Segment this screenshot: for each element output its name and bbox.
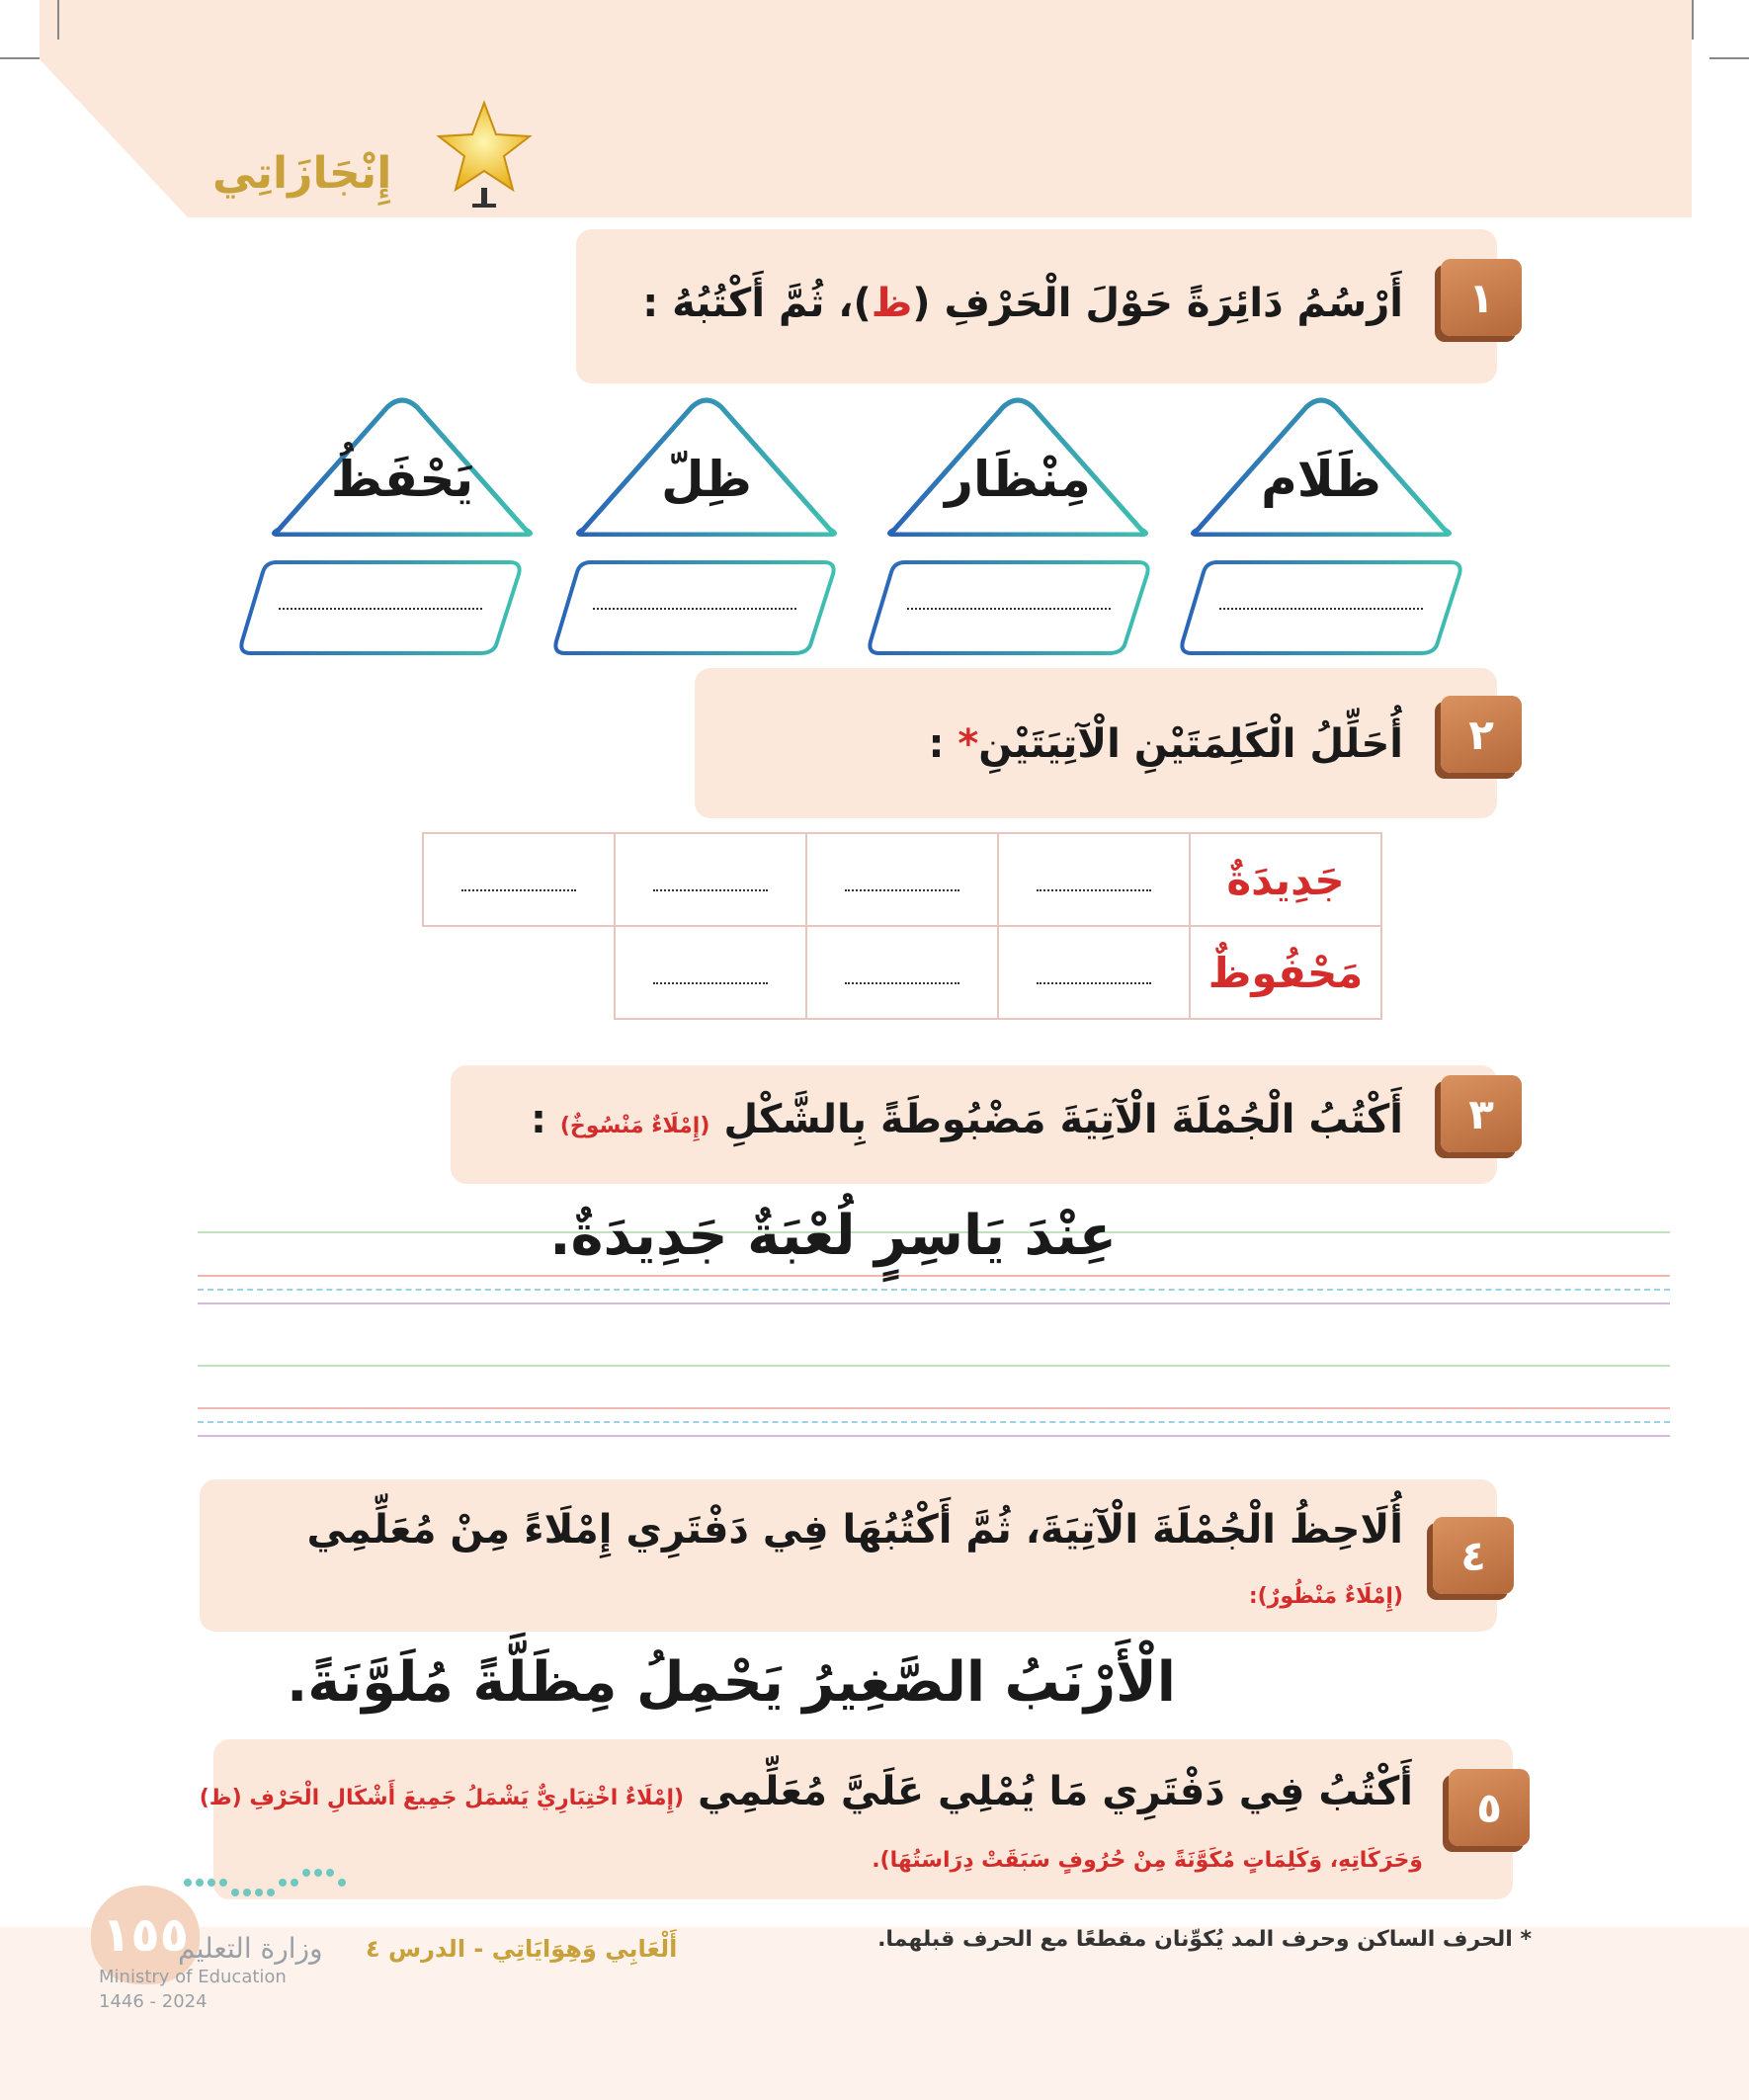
table-cell[interactable] (806, 926, 998, 1019)
question-5-text (200, 1769, 1413, 1814)
answer-box[interactable] (237, 558, 524, 657)
table-row (423, 833, 1381, 926)
target-letter: ظ (871, 281, 913, 326)
crop-mark (0, 57, 40, 59)
page-number: ١٥٥ (91, 1886, 200, 1984)
crop-mark (1692, 0, 1694, 40)
star-icon (435, 99, 534, 212)
table-cell[interactable] (615, 833, 806, 926)
writing-line (198, 1302, 1670, 1304)
question-1-text-start: أَرْسُمُ دَائِرَةً حَوْلَ الْحَرْفِ ( (912, 281, 1403, 326)
table-row (423, 926, 1381, 1019)
word-label: مِنْظَار (945, 451, 1091, 508)
writing-line (198, 1275, 1670, 1277)
q3-sentence: عِنْدَ يَاسِرٍ لُعْبَةٌ جَدِيدَةٌ. (549, 1204, 1117, 1268)
ministry-name-en: Ministry of Education (99, 1967, 287, 1987)
question-5-note-line-1: (إِمْلَاءٌ اخْتِبَارِيٌّ يَشْمَلُ جَمِيعَ أَشْكَالِ الْحَرْفِ (ظ) (199, 1786, 685, 1810)
writing-line (198, 1289, 1670, 1291)
question-2-number: ٢ (1441, 696, 1522, 773)
crop-mark (57, 0, 59, 40)
question-3-text-main: أَكْتُبُ الْجُمْلَةَ الْآتِيَةَ مَضْبُوطَةً بِالشَّكْلِ (723, 1097, 1403, 1142)
table-word: مَحْفُوظٌ (1190, 926, 1381, 1019)
question-2-text-main: أُحَلِّلُ الْكَلِمَتَيْنِ الْآتِيَتَيْنِ (978, 721, 1403, 767)
word-card (874, 393, 1161, 537)
answer-dotted-line (1219, 608, 1423, 610)
word-label: يَحْفَظُ (330, 451, 474, 508)
question-1-number: ١ (1441, 259, 1522, 336)
word-card (259, 393, 545, 537)
table-cell[interactable] (423, 833, 615, 926)
answer-box[interactable] (551, 558, 838, 657)
table-word: جَدِيدَةٌ (1190, 833, 1381, 926)
edition-year: 2024 - 1446 (99, 1991, 208, 2012)
answer-dotted-line (279, 608, 482, 610)
question-3-number: ٣ (1441, 1075, 1522, 1152)
q4-sentence: الْأَرْنَبُ الصَّغِيرُ يَحْمِلُ مِظَلَّةً مُلَوَّنَةً. (287, 1650, 1176, 1715)
answer-box[interactable] (1178, 558, 1464, 657)
answer-dotted-line (907, 608, 1111, 610)
question-3-text (531, 1097, 1403, 1142)
crop-mark (1709, 57, 1749, 59)
page-title: إِنْجَازَاتِي (212, 148, 392, 199)
word-label: ظَلَام (1261, 451, 1381, 508)
ministry-logo-dots (178, 1863, 351, 1902)
empty-cell (423, 926, 615, 1019)
question-1-text (642, 281, 1403, 326)
question-4-note: (إِمْلَاءٌ مَنْظُورٌ): (1248, 1584, 1403, 1609)
writing-line[interactable] (198, 1407, 1670, 1409)
word-card (1178, 393, 1464, 537)
table-cell[interactable] (998, 833, 1190, 926)
question-4-text: أُلَاحِظُ الْجُمْلَةَ الْآتِيَةَ، ثُمَّ أَكْتُبُهَا فِي دَفْتَرِي إِمْلَاءً مِنْ مُعَلِّمِي (306, 1507, 1403, 1553)
table-cell[interactable] (998, 926, 1190, 1019)
writing-line[interactable] (198, 1435, 1670, 1437)
answer-box[interactable] (866, 558, 1152, 657)
question-5-text-main: أَكْتُبُ فِي دَفْتَرِي مَا يُمْلِي عَلَيَّ مُعَلِّمِي (698, 1769, 1413, 1814)
question-4-number: ٤ (1433, 1517, 1514, 1594)
question-2-text (928, 721, 1403, 767)
writing-line[interactable] (198, 1365, 1670, 1367)
writing-line[interactable] (198, 1421, 1670, 1423)
ministry-name-ar: وزارة التعليم (178, 1932, 323, 1965)
table-cell[interactable] (806, 833, 998, 926)
lesson-label: أَلْعَابِي وَهِوَايَاتِي - الدرس ٤ (366, 1935, 678, 1963)
answer-dotted-line (593, 608, 796, 610)
footnote: * الحرف الساكن وحرف المد يُكوِّنان مقطعًا مع الحرف قبلهما. (877, 1927, 1532, 1952)
syllable-table (422, 832, 1382, 1020)
question-3-note: (إِمْلَاءٌ مَنْسُوخٌ) (559, 1114, 710, 1138)
footnote-asterisk: * (958, 721, 979, 767)
question-5-number: ٥ (1449, 1769, 1530, 1846)
word-label: ظِلّ (661, 451, 752, 508)
word-card (563, 393, 850, 537)
question-2-colon: : (928, 721, 958, 767)
question-5-banner (213, 1739, 1513, 1899)
question-3-colon: : (530, 1097, 560, 1142)
question-5-note-line-2: وَحَرَكَاتِهِ، وَكَلِمَاتٍ مُكَوَّنَةً مِنْ حُرُوفٍ سَبَقَتْ دِرَاسَتُهَا). (872, 1848, 1423, 1873)
question-1-text-end: )، ثُمَّ أَكْتُبُهُ : (642, 281, 872, 326)
table-cell[interactable] (615, 926, 806, 1019)
